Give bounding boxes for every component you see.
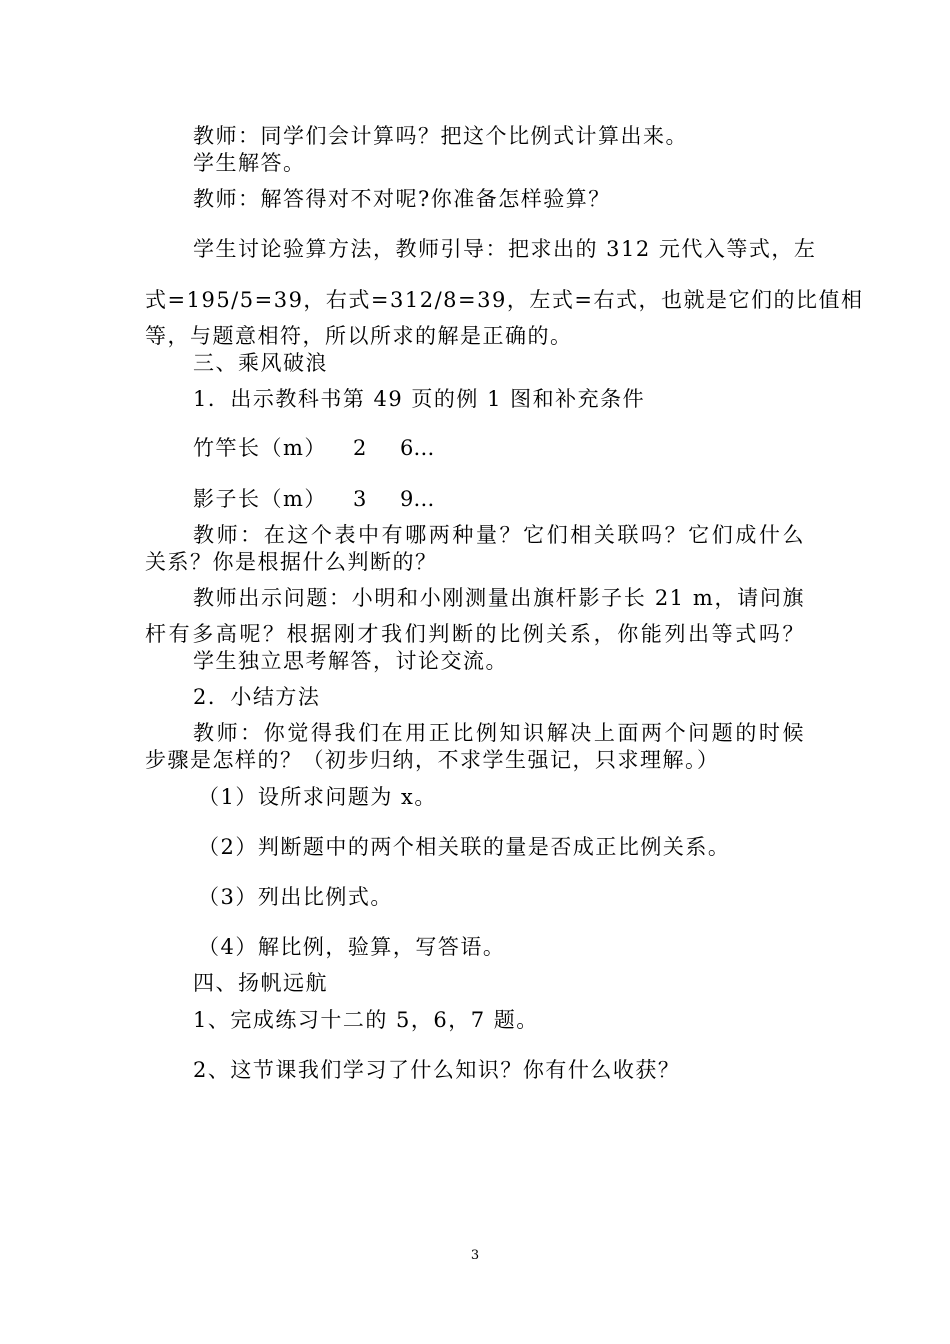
- paragraph-teacher-ask-calc: 教师：同学们会计算吗？把这个比例式计算出来。: [193, 124, 688, 148]
- paragraph-teacher-questions-line2: 关系？你是根据什么判断的？: [145, 550, 438, 574]
- section-heading-3: 三、乘风破浪: [193, 351, 328, 375]
- table-cell: 9…: [400, 487, 435, 511]
- step-2: （2）判断题中的两个相关联的量是否成正比例关系。: [198, 835, 731, 859]
- table-row-label: 竹竿长（m）: [193, 436, 327, 460]
- paragraph-discussion-line1: 学生讨论验算方法，教师引导：把求出的 312 元代入等式，左: [193, 237, 817, 261]
- paragraph-discussion-line2: 式=195/5=39，右式=312/8=39，左式=右式，也就是它们的比值相: [145, 288, 864, 312]
- subheading-summary-method: 2．小结方法: [193, 685, 321, 709]
- paragraph-flagpole-line2: 杆有多高呢？根据刚才我们判断的比例关系，你能列出等式吗？: [145, 622, 805, 646]
- task-2: 2、这节课我们学习了什么知识？你有什么收获？: [193, 1058, 681, 1082]
- table-row-label: 影子长（m）: [193, 487, 327, 511]
- step-4: （4）解比例，验算，写答语。: [198, 935, 506, 959]
- paragraph-discussion-line3: 等，与题意相符，所以所求的解是正确的。: [145, 324, 573, 348]
- section-heading-4: 四、扬帆远航: [193, 971, 328, 995]
- paragraph-teacher-verify: 教师：解答得对不对呢?你准备怎样验算？: [193, 187, 611, 211]
- table-cell: 3: [353, 487, 367, 511]
- paragraph-student-think: 学生独立思考解答，讨论交流。: [193, 649, 508, 673]
- task-1: 1、完成练习十二的 5，6，7 题。: [193, 1008, 539, 1032]
- table-cell: 2: [353, 436, 367, 460]
- table-cell: 6…: [400, 436, 435, 460]
- paragraph-teacher-questions-line1: 教师：在这个表中有哪两种量？它们相关联吗？它们成什么: [193, 523, 805, 547]
- paragraph-teacher-steps-line2: 步骤是怎样的？（初步归纳，不求学生强记，只求理解。）: [145, 748, 720, 772]
- step-3: （3）列出比例式。: [198, 885, 393, 909]
- paragraph-student-answer: 学生解答。: [193, 151, 306, 175]
- paragraph-teacher-steps-line1: 教师：你觉得我们在用正比例知识解决上面两个问题的时候: [193, 721, 805, 745]
- page-number: 3: [470, 1248, 480, 1263]
- paragraph-show-textbook: 1．出示教科书第 49 页的例 1 图和补充条件: [193, 387, 646, 411]
- paragraph-flagpole-line1: 教师出示问题：小明和小刚测量出旗杆影子长 21 m，请问旗: [193, 586, 805, 610]
- step-1: （1）设所求问题为 x。: [198, 785, 437, 809]
